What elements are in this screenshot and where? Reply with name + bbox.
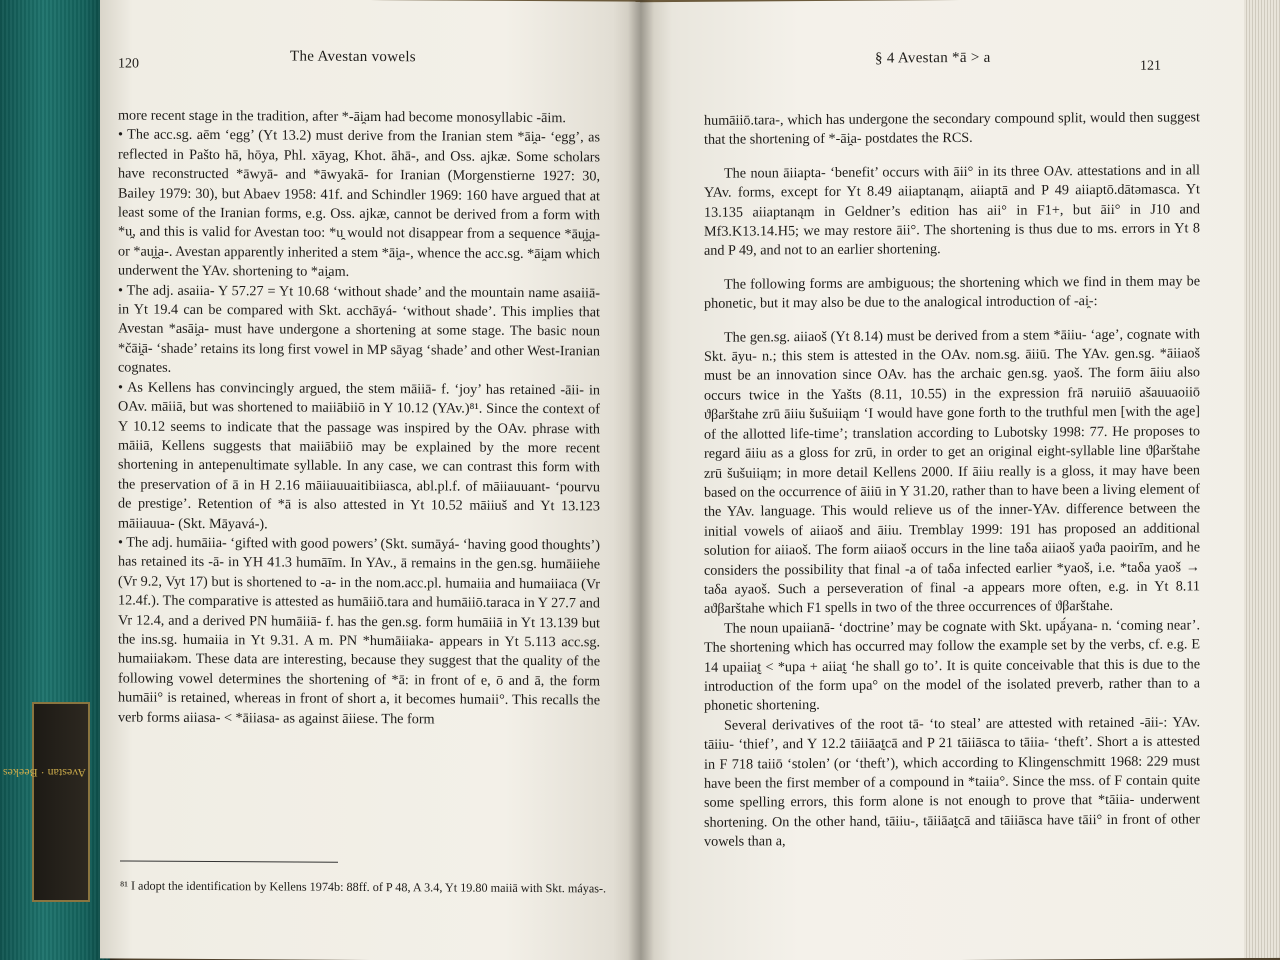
spine-label xyxy=(2,702,90,902)
paragraph: • The acc.sg. aēm ‘egg’ (Yt 13.2) must derive from the Iranian stem *āi̯a- ‘egg’, as reflected in Pašto hā, hōya, Phl. xāyag, Khot. āhā-, and Oss. ajkæ. Some scholars have reconstructed *āwyā- and *āwyakā- for Iranian (Morgenstierne 1927: 30, Bailey 1979: 30), but Abaev 1958: 41f. and Schindler 1969: 160 have argued that at least some of the Iranian forms, e.g. Oss. ajkæ, cannot be derived from a form with *u̯, and this is valid for Avestan too: *u̯ would not disappear from a sequence *āu̯i̯a- or *au̯i̯a-. Avestan apparently inherited a stem *āi̯a-, whence the acc.sg. *āi̯am which underwent the YAv. shortening to *ai̯am. xyxy=(118,126,600,281)
book-gutter xyxy=(628,0,654,960)
left-page-number: 120 xyxy=(118,56,139,72)
right-running-head: § 4 Avestan *ā > a xyxy=(875,49,991,67)
paragraph: more recent stage in the tradition, after *-āi̯am had become monosyllabic -āim. xyxy=(118,107,566,127)
paragraph: Several derivatives of the root tā- ‘to steal’ are attested with retained -āii-: YAv. tāiiu- ‘thief’, and Y 12.2 tāiiāat̰cā and P 21 tāiiāsca to tāiia- ‘theft’. Short a is attested in F 718 taiiō ‘stolen’ (or ‘theft’), which according to Klingenschmitt 1968: 229 must have been the first member of a compound in *taiia°. Since the mss. of F contain quite some spelling errors, this form alone is not enough to prove that *tāiia- underwent shortening. On the other hand, tāiiu-, tāiiāat̰cā and tāiiāsca have tāii° in front of other vowels than a, xyxy=(704,714,1200,851)
book-cover-spine xyxy=(0,0,110,960)
paragraph: • The adj. asaiia- Y 57.27 = Yt 10.68 ‘without shade’ and the mountain name asaiiā- in Yt 19.4 can be compared with Skt. acchāyá- ‘without shade’. This implies that Avestan *asāi̯a- must have undergone a shortening at some stage. The basic noun *čāi̯ā- ‘shade’ retains its long first vowel in MP sāyag ‘shade’ and other West-Iranian cognates. xyxy=(118,282,600,377)
page-edges xyxy=(1244,0,1280,958)
right-page xyxy=(640,0,1280,960)
paragraph: humāiiō.tara-, which has undergone the secondary compound split, would then suggest that the shortening of *-āi̯a- postdates the RCS. xyxy=(704,109,1200,149)
right-page-number: 121 xyxy=(1140,58,1161,74)
paragraph: The following forms are ambiguous; the shortening which we find in them may be phonetic, but it may also be due to the analogical introduction of -ai̯-: xyxy=(704,273,1200,313)
left-page xyxy=(100,0,640,960)
footnote: ⁸¹ I adopt the identification by Kellens 1974b: 88ff. of P 48, A 3.4, Yt 19.80 maiiā with Skt. máyas-. xyxy=(120,878,607,896)
right-text-column xyxy=(704,108,1200,852)
spine-label-text: Avestan · Beekes xyxy=(2,766,86,780)
paragraph: • The adj. humāiia- ‘gifted with good powers’ (Skt. sumāyá- ‘having good thoughts’) has retained its -ā- in YH 41.3 humāīm. In YAv., ā remains in the gen.sg. humāiiehe (Vr 9.2, Vyt 17) but is shortened to -a- in the nom.acc.pl. humaiia and humaiiaca (Vr 12.4f.). The comparative is attested as humāiiō.tara and humāiiō.taraca in Y 27.7 and Vr 12.4, and a derived PN humāiiā- f. has the gen.sg. form humāiiā in Yt 13.139 but the ins.sg. humaiia in Yt 9.31. A m. PN *humāiiaka- appears in Yt 5.113 acc.sg. humaiiakəm. These data are interesting, because they suggest that the quality of the following vowel determines the shortening of *ā: in front of e, ō and ā, the form humāii° is retained, whereas in front of short a, it becomes humaii°. This recalls the verb forms aiiasa- < *āiiasa- as against āiiese. The form xyxy=(118,534,600,727)
paragraph: • As Kellens has convincingly argued, the stem māiiā- f. ‘joy’ has retained -āii- in OAv. māiiā, but was shortened to maiiābiiō in Y 10.12 (YAv.)⁸¹. Since the context of Y 10.12 seems to indicate that the passage was inspired by the OAv. phrase with māiiā, Kellens suggests that maiiābiiō may be explained by the more recent shortening in antepenultimate syllable. In any case, we can contrast this form with the preservation of ā in H 2.16 māiiauuaitibiiasca, abl.pl.f. of māiiauuant- ‘pourvu de prestige’. Retention of *ā is also attested in Yt 10.52 māiiuš and Yt 13.123 māiiauua- (Skt. Māyavá-). xyxy=(118,379,600,532)
footnote-rule xyxy=(120,860,338,862)
paragraph: The gen.sg. aiiaoš (Yt 8.14) must be derived from a stem *āiiu- ‘age’, cognate with Skt. āyu- n.; this stem is attested in the OAv. nom.sg. āiiū. The YAv. gen.sg. *āiiaoš must be an innovation since OAv. has the archaic gen.sg. yaoš. The form āiiu also occurs twice in the Yašts (8.11, 10.55) in the expression frā nəruiiō ašauuaoiiō ϑβarštahe zrū āiiu šušuiiąm ‘I would have gone forth to the truthful men [with the age] of the allotted life-time’; translation according to Lubotsky 1998: 77. He proposes to regard āiiu as a gloss for zrū, in order to get an original eight-syllable line ϑβarštahe zrū šušuiiąm; in more detail Kellens 2000. If āiiu really is a gloss, it may have been based on the occurrence of āiiū in Y 31.20, rather than to have been a living element of the YAv. language. This would relieve us of the inner-YAv. difference between the initial vowels of aiiaoš and āiiu. Tremblay 1999: 191 has proposed an additional solution for aiiaoš. The form aiiaoš occurs in the line taδa aiiaoš yaϑa paoirīm, and he considers the possibility that final -a of taδa infected earlier *yaoš, i.e. *taδa yaoš → taδa ayaoš. Such a perseveration of final -a appears more often, e.g. in Yt 8.11 aϑβarštahe which F1 spells in two of the three occurrences of ϑβarštahe. xyxy=(704,325,1200,618)
left-text-column xyxy=(118,106,600,730)
paragraph: The noun upaiianā- ‘doctrine’ may be cognate with Skt. upā́yana- n. ‘coming near’. The shortening which has occurred may follow the example set by the verbs, cf. e.g. E 14 upaiiat̰ < *upa + aiiat̰ ‘he shall go to’. It is quite conceivable that this is due to the introduction of the form upa° on the model of the isolated preverb, rather than to a phonetic shortening. xyxy=(704,617,1200,715)
paragraph: The noun āiiapta- ‘benefit’ occurs with āii° in its three OAv. attestations and in all YAv. forms, except for Yt 8.49 aiiaptanąm, aiiaptā and P 49 aiiaptō.dātəmasca. Yt 13.135 aiiaptanąm in Geldner’s edition has aii° in F1+, but āii° in J10 and Mf3.K13.14.H5; we may restore āii°. The shortening is thus due to ms. errors in Yt 8 and P 49, and not to an earlier shortening. xyxy=(704,162,1200,260)
left-running-head: The Avestan vowels xyxy=(290,48,416,66)
